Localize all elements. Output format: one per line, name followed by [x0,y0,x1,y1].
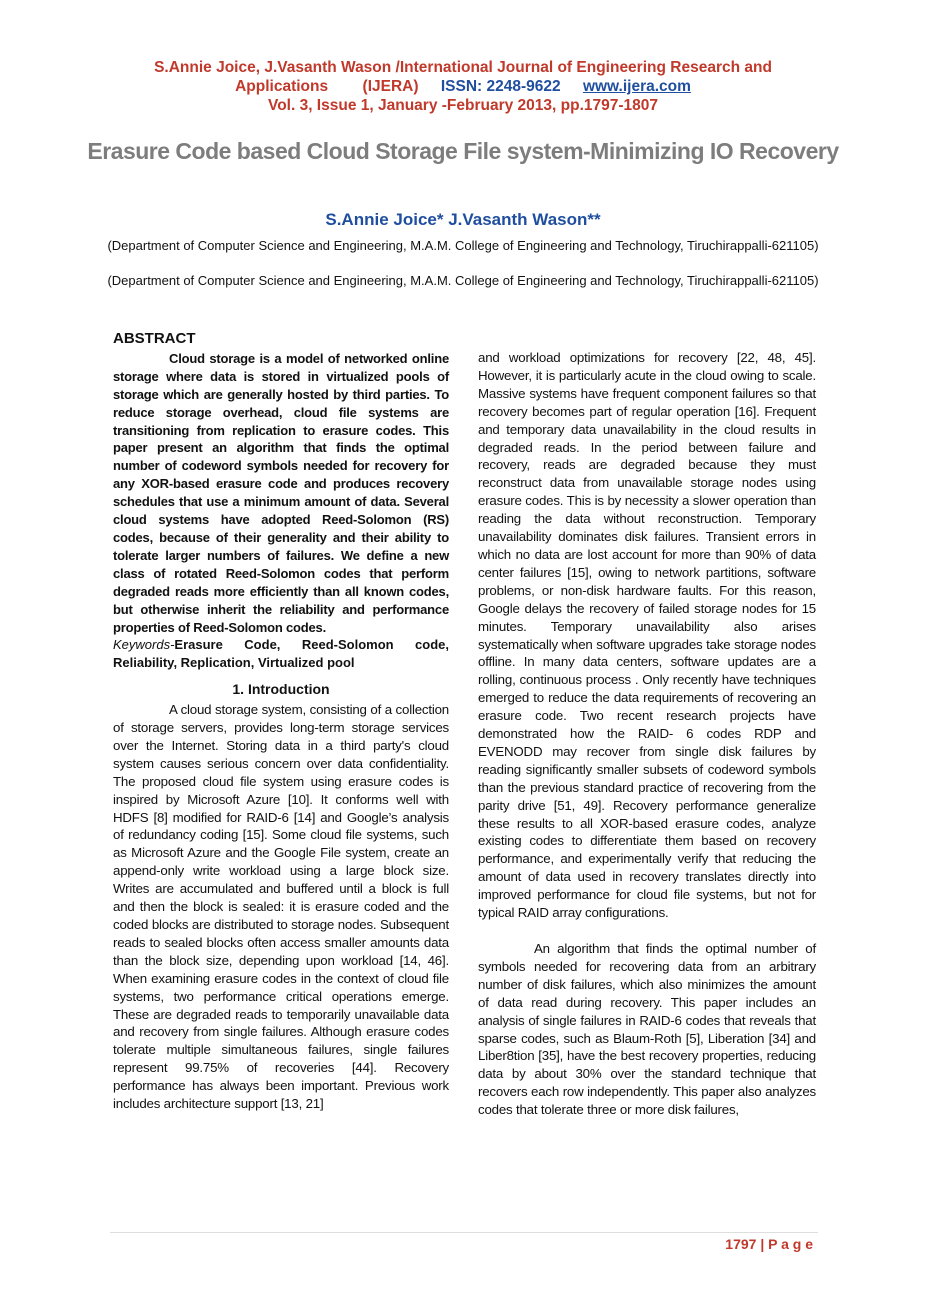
keywords [113,636,449,672]
abstract-body: Cloud storage is a model of networked online storage where data is stored in virtualized pools of storage which are generally hosted by third parties. To reduce storage overhead, cloud file systems are transitioning from replication to erasure codes. This paper present an algorithm that finds the optimal number of codeword symbols needed for recovery for any XOR-based erasure code and produces recovery schedules that use a minimum amount of data. Several cloud systems have adopted Reed-Solomon (RS) codes, because of their generality and their ability to tolerate larger numbers of failures. We define a new class of rotated Reed-Solomon codes that perform degraded reads more efficiently than all known codes, but otherwise inherit the reliability and performance properties of Reed-Solomon codes. [113,350,449,635]
left-column [113,330,449,1113]
page-number: 1797 | P a g e [725,1236,813,1252]
affiliation-1: (Department of Computer Science and Engineering, M.A.M. College of Engineering and Technology, Tiruchirappalli-621105) [107,238,819,253]
footer-divider [110,1232,818,1233]
issn: ISSN: 2248-9622 [440,78,561,95]
abstract-heading: ABSTRACT [113,330,196,347]
keywords-label: Keywords- [113,637,175,653]
intro-paragraph-1: A cloud storage system, consisting of a collection of storage servers, provides long-term storage services over the Internet. Storing data in a third party's cloud system causes serious concern over data confidentiality. The proposed cloud file system using erasure codes is inspired by Microsoft Azure [10]. It conforms well with HDFS [8] modified for RAID-6 [14] and Google’s analysis of redundancy coding [15]. Some cloud file systems, such as Microsoft Azure and the Google File system, create an append-only write workload using a large block size. Writes are accumulated and buffered until a block is full and then the block is sealed: it is erasure coded and the coded blocks are distributed to storage nodes. Subsequent reads to sealed blocks often access smaller amounts data than the block size, depending upon workload [14, 46]. When examining erasure codes in the context of cloud file systems, two performance critical operations emerge. These are degraded reads to temporarily unavailable data and recovery from single failures. Although erasure codes tolerate multiple simultaneous failures, single failures represent 99.75% of recoveries [44]. Recovery performance has always been important. Previous work includes architecture support [13, 21] [113,702,449,1112]
intro-paragraph-2: and workload optimizations for recovery [22, 48, 45]. However, it is particularly acute in the cloud owing to scale. Massive systems have frequent component failures so that recovery becomes part of regular operation [16]. Frequent and temporary data unavailability in the cloud results in degraded reads. In the period between failure and recovery, reads are degraded because they must reconstruct data from unavailable storage nodes using erasure codes. This is by necessity a slower operation than reading the data without reconstruction. Temporary unavailability dominates disk failures. Transient errors in which no data are lost account for more than 90% of data center failures [15], owing to network partitions, software problems, or non-disk hardware faults. For this reason, Google delays the recovery of failed storage nodes for 15 minutes. Temporary unavailability also arises systematically when software upgrades take storage nodes offline. In many data centers, software updates are a rolling, continuous process . Only recently have techniques emerged to reduce the data requirements of recovering an erasure code. Two recent research projects have demonstrated how the RAID- 6 codes RDP and EVENODD may recover from single disk failures by reading significantly smaller subsets of codeword symbols than the previous standard practice of recovering from the parity drive [51, 49]. Recovery performance generalize these results to all XOR-based erasure codes, analyze existing codes to differentiate them based on recovery performance, and experimentally verify that reducing the amount of data used in recovery translates directly into improved performance for cloud file systems, but not for typical RAID array configurations. [478,350,816,921]
keywords-list: Erasure Code, Reed-Solomon code, Reliability, Replication, Virtualized pool [113,637,449,671]
intro-paragraph-3: An algorithm that finds the optimal number of symbols needed for recovering data from an arbitrary number of disk failures, which also minimizes the amount of data read during recovery. This paper includes an analysis of single failures in RAID-6 codes that reveals that sparse codes, such as Blaum-Roth [5], Liberation [34] and Liber8tion [35], have the best recovery properties, reducing data by about 30% over the standard technique that recovers each row independently. This paper also analyzes codes that tolerate three or more disk failures, [478,941,816,1118]
journal-url-link[interactable]: www.ijera.com [582,78,691,95]
journal-header-line2 [0,77,926,96]
right-column [478,349,816,1119]
journal-header-line3: Vol. 3, Issue 1, January -February 2013, pp.1797-1807 [268,97,658,114]
affiliation-2: (Department of Computer Science and Engineering, M.A.M. College of Engineering and Technology, Tiruchirappalli-621105) [107,273,819,288]
journal-header-line1: S.Annie Joice, J.Vasanth Wason /International Journal of Engineering Research and [154,59,772,76]
paper-authors: S.Annie Joice* J.Vasanth Wason** [325,210,601,229]
journal-abbrev: Applications (IJERA) [235,78,419,95]
paper-title: Erasure Code based Cloud Storage File system-Minimizing IO Recovery [87,138,839,164]
introduction-heading: 1. Introduction [232,681,330,698]
